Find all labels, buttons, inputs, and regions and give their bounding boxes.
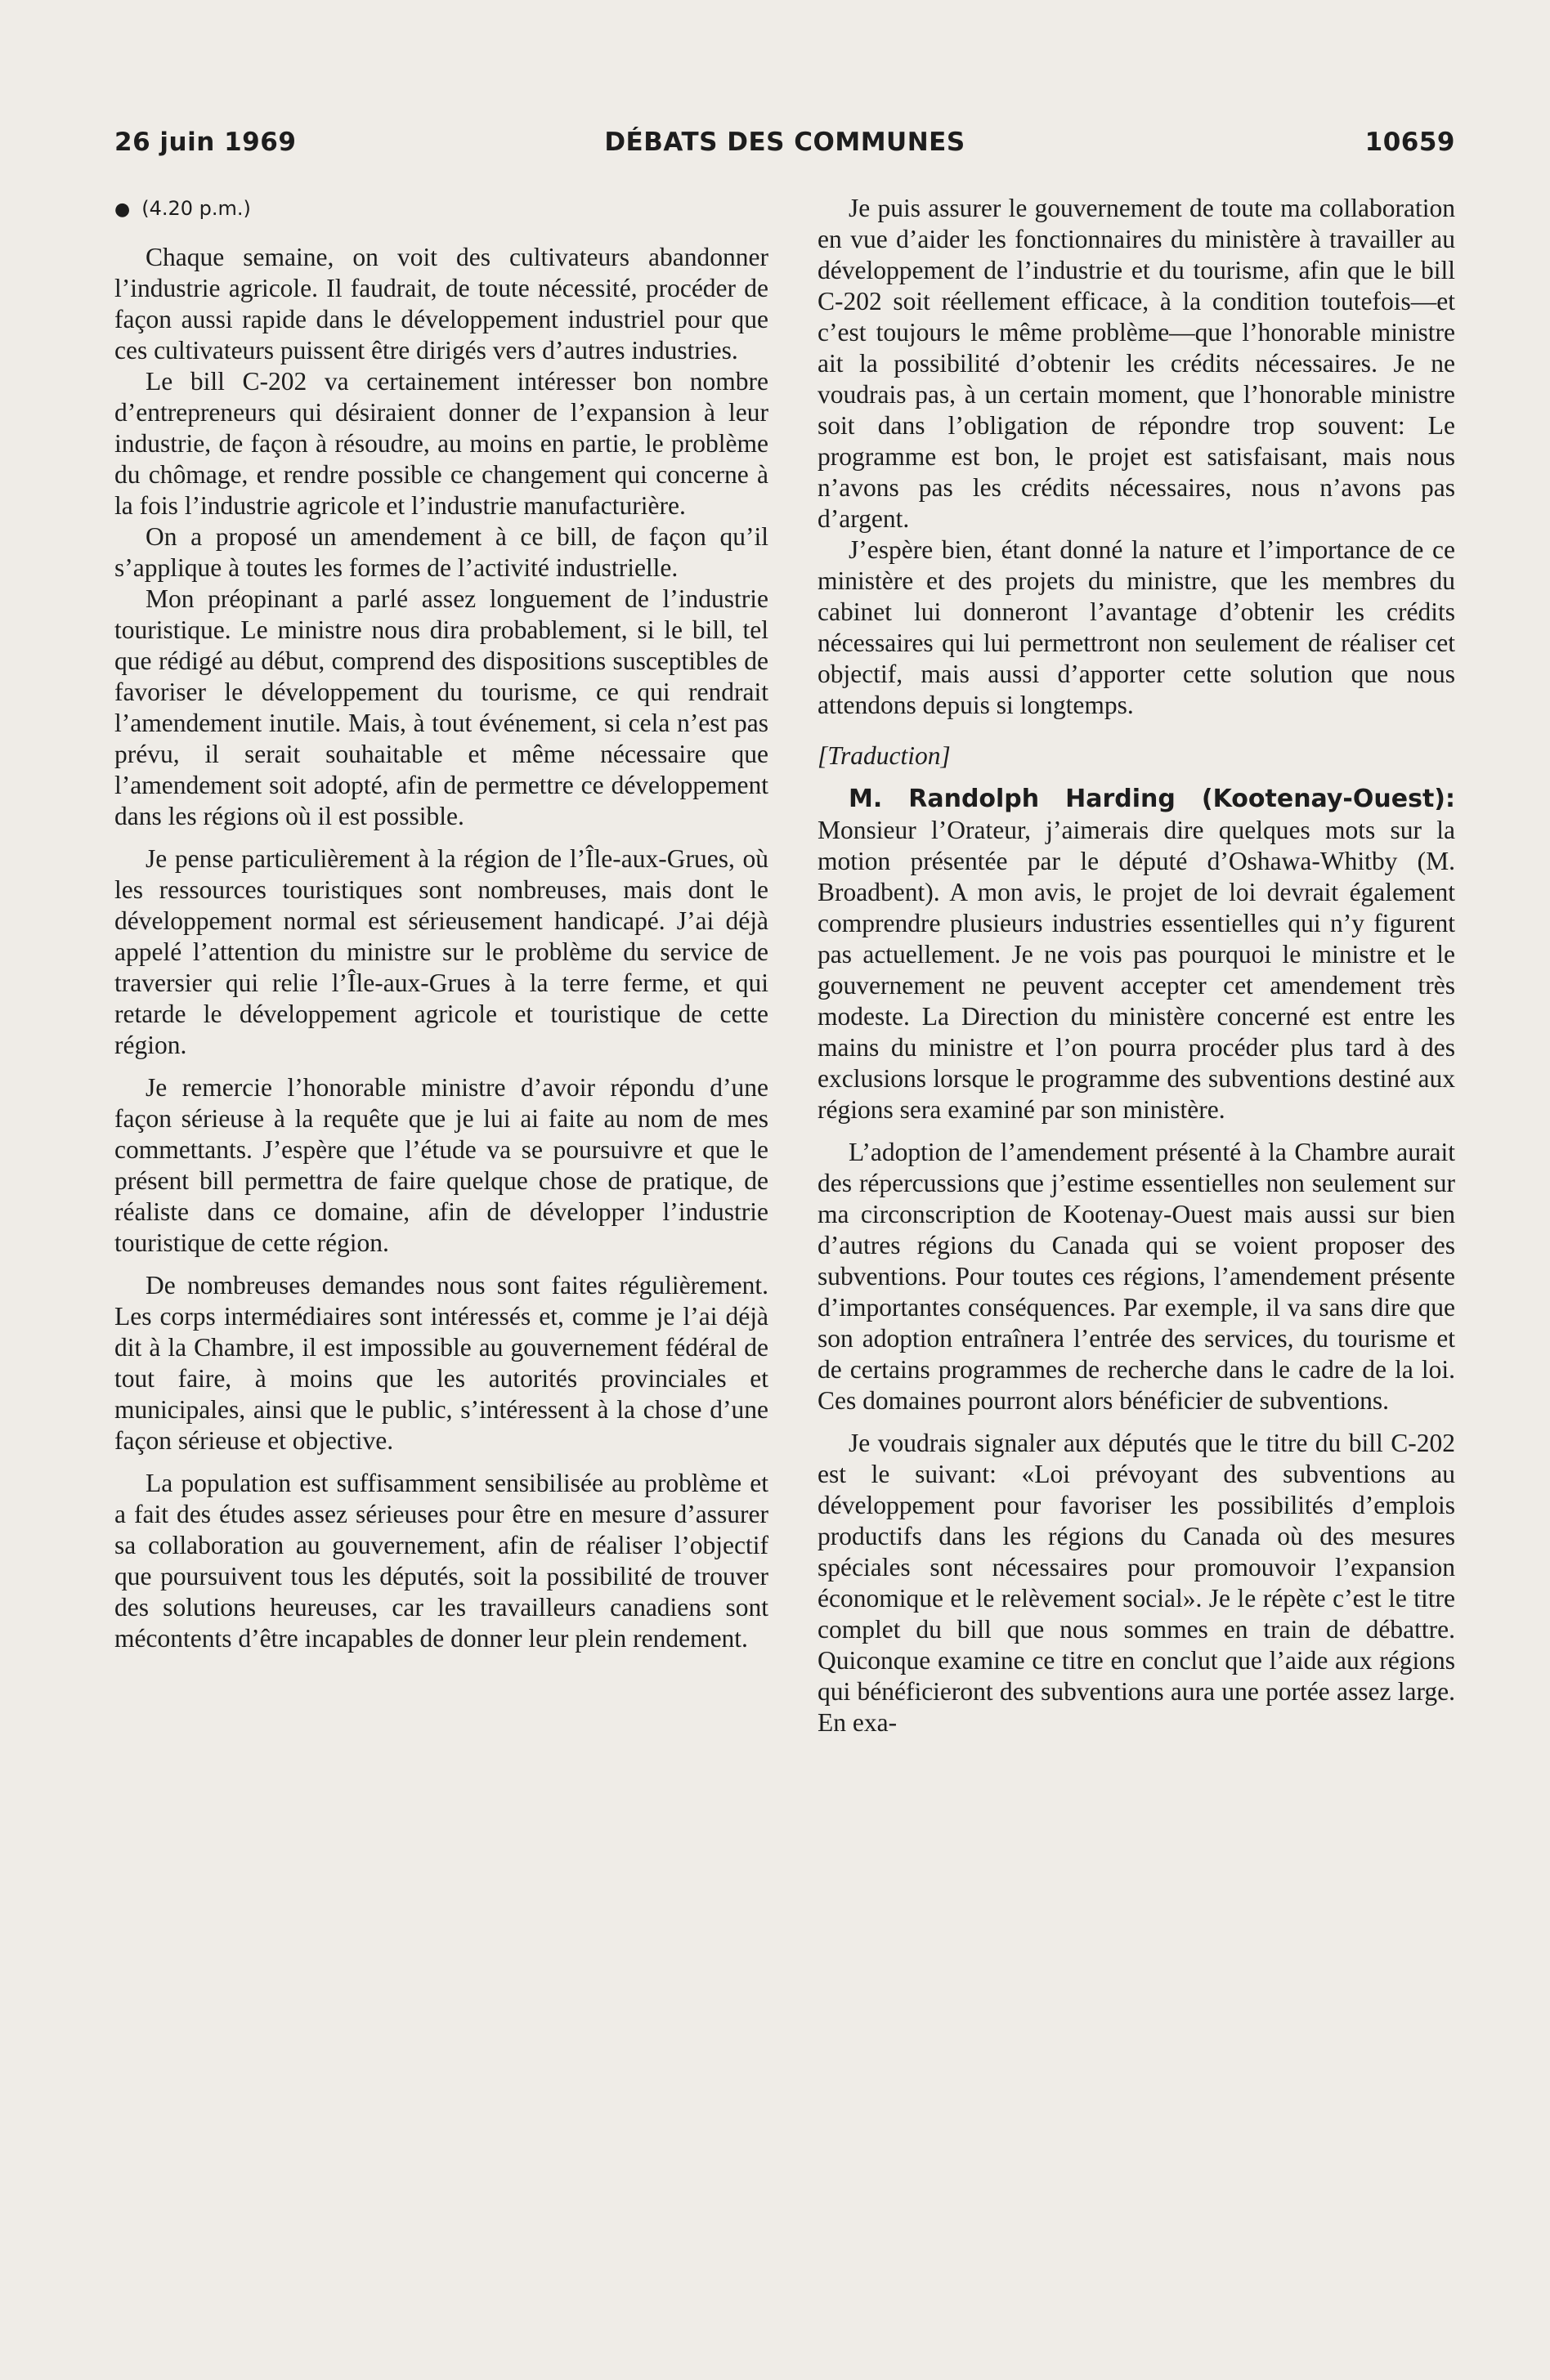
paragraph: On a proposé un amendement à ce bill, de façon qu’il s’applique à toutes les formes de l’activité industrielle. — [114, 522, 768, 582]
speaker-paragraph — [818, 783, 1455, 1125]
paragraph: Chaque semaine, on voit des cultivateurs abandonner l’industrie agricole. Il faudrait, de toute nécessité, procéder de façon aussi rapide dans le développement industriel pour que ces cultivateurs puissent être dirigés vers d’autres industries. — [114, 243, 768, 365]
paragraph: L’adoption de l’amendement présenté à la Chambre aurait des répercussions que j’estime essentielles non seulement sur ma circonscription de Kootenay-Ouest mais aussi sur bien d’autres régions du Canada qui se voient proposer des subventions. Pour toutes ces régions, l’amendement présente d’importantes conséquences. Par exemple, il va sans dire que son adoption entraînera l’entrée des services, du tourisme et de certains programmes de recherche dans le cadre de la loi. Ces domaines pourront alors bénéficier de subventions. — [818, 1138, 1455, 1415]
paragraph: Je puis assurer le gouvernement de toute ma collaboration en vue d’aider les fonctionnaires du ministère à travailler au développement de l’industrie et du tourisme, afin que le bill C-202 soit réellement efficace, à la condition toutefois—et c’est toujours le même problème—que l’honorable ministre ait la possibilité d’obtenir les crédits nécessaires. Je ne voudrais pas, à un certain moment, que l’honorable ministre soit dans l’obligation de répondre trop souvent: Le programme est bon, le projet est satisfaisant, mais nous n’avons pas les crédits nécessaires, nous n’avons pas d’argent. — [818, 194, 1455, 533]
right-column — [818, 193, 1455, 1738]
time-marker-row — [114, 193, 768, 226]
paragraph: Je remercie l’honorable ministre d’avoir répondu d’une façon sérieuse à la requête que je lui ai faite au nom de mes commettants. J’espère que l’étude va se poursuivre et que le présent bill permettra de faire quelque chose de pratique, de réaliste dans ce domaine, afin de développer l’industrie touristique de cette région. — [114, 1073, 768, 1257]
bullet-icon: ● — [114, 199, 131, 220]
paragraph: Je pense particulièrement à la région de l’Île-aux-Grues, où les ressources touristiques sont nombreuses, mais dont le développement normal est sérieusement handicapé. J’ai déjà appelé l’attention du ministre sur le problème du service de traversier qui relie l’Île-aux-Grues à la terre ferme, et qui retarde le développement agricole et touristique de cette région. — [114, 844, 768, 1059]
header-date: 26 juin 1969 — [114, 128, 297, 157]
left-column — [114, 193, 768, 1654]
header-title: DÉBATS DES COMMUNES — [604, 128, 965, 157]
paragraph: Le bill C-202 va certainement intéresser bon nombre d’entrepreneurs qui désiraient donner de l’expansion à leur industrie, de façon à résoudre, au moins en partie, le problème du chômage, et rendre possible ce changement qui concerne à la fois l’industrie agricole et l’industrie manufacturière. — [114, 367, 768, 520]
paragraph: Mon préopinant a parlé assez longuement de l’industrie touristique. Le ministre nous dira probablement, si le bill, tel que rédigé au début, comprend des dispositions susceptibles de favoriser le développement du tourisme, ce qui rendrait l’amendement inutile. Mais, à tout événement, si cela n’est pas prévu, il serait souhaitable et même nécessaire que l’amendement soit adopté, afin de permettre ce développement dans les régions où il est possible. — [114, 584, 768, 830]
time-marker: (4.20 p.m.) — [141, 197, 251, 220]
paragraph: J’espère bien, étant donné la nature et l’importance de ce ministère et des projets du ministre, que les membres du cabinet lui donneront l’avantage d’obtenir les crédits nécessaires qui lui permettront non seulement de réaliser cet objectif, mais aussi d’apporter cette solution que nous attendons depuis si longtemps. — [818, 535, 1455, 719]
speaker-text: Monsieur l’Orateur, j’aimerais dire quelques mots sur la motion présentée par le député d’Oshawa-Whitby (M. Broadbent). A mon avis, le projet de loi devrait également comprendre plusieurs industries essentielles qui n’y figurent pas actuellement. Je ne vois pas pourquoi le ministre et le gouvernement ne peuvent accepter cet amendement très modeste. La Direction du ministère concerné est entre les mains du ministre et l’on pourra procéder plus tard à des exclusions lorsque le programme des subventions destiné aux régions sera examiné par son ministère. — [818, 816, 1455, 1124]
paragraph: La population est suffisamment sensibilisée au problème et a fait des études assez sérieuses pour être en mesure d’assurer sa collaboration au gouvernement, afin de réaliser l’objectif que poursuivent tous les députés, soit la possibilité de trouver des solutions heureuses, car les travailleurs canadiens sont mécontents d’être incapables de donner leur plein rendement. — [114, 1469, 768, 1653]
page-header — [114, 128, 1455, 168]
header-page-number: 10659 — [1364, 128, 1455, 157]
traduction-note: [Traduction] — [818, 741, 951, 770]
paragraph: Je voudrais signaler aux députés que le titre du bill C-202 est le suivant: «Loi prévoyant des subventions au développement pour favoriser les possibilités d’emplois productifs dans les régions du Canada où des mesures spéciales sont nécessaires pour promouvoir l’expansion économique et le relèvement social». Je le répète c’est le titre complet du bill que nous sommes en train de débattre. Quiconque examine ce titre en conclut que l’aide aux régions qui bénéficieront des subventions aura une portée assez large. En exa- — [818, 1429, 1455, 1737]
paragraph: De nombreuses demandes nous sont faites régulièrement. Les corps intermédiaires sont intéressés et, comme je l’ai déjà dit à la Chambre, il est impossible au gouvernement fédéral de tout faire, à moins que les autorités provinciales et municipales, ainsi que le public, s’intéressent à la chose d’une façon sérieuse et objective. — [114, 1271, 768, 1455]
speaker-name: M. Randolph Harding (Kootenay-Ouest): — [849, 785, 1455, 813]
